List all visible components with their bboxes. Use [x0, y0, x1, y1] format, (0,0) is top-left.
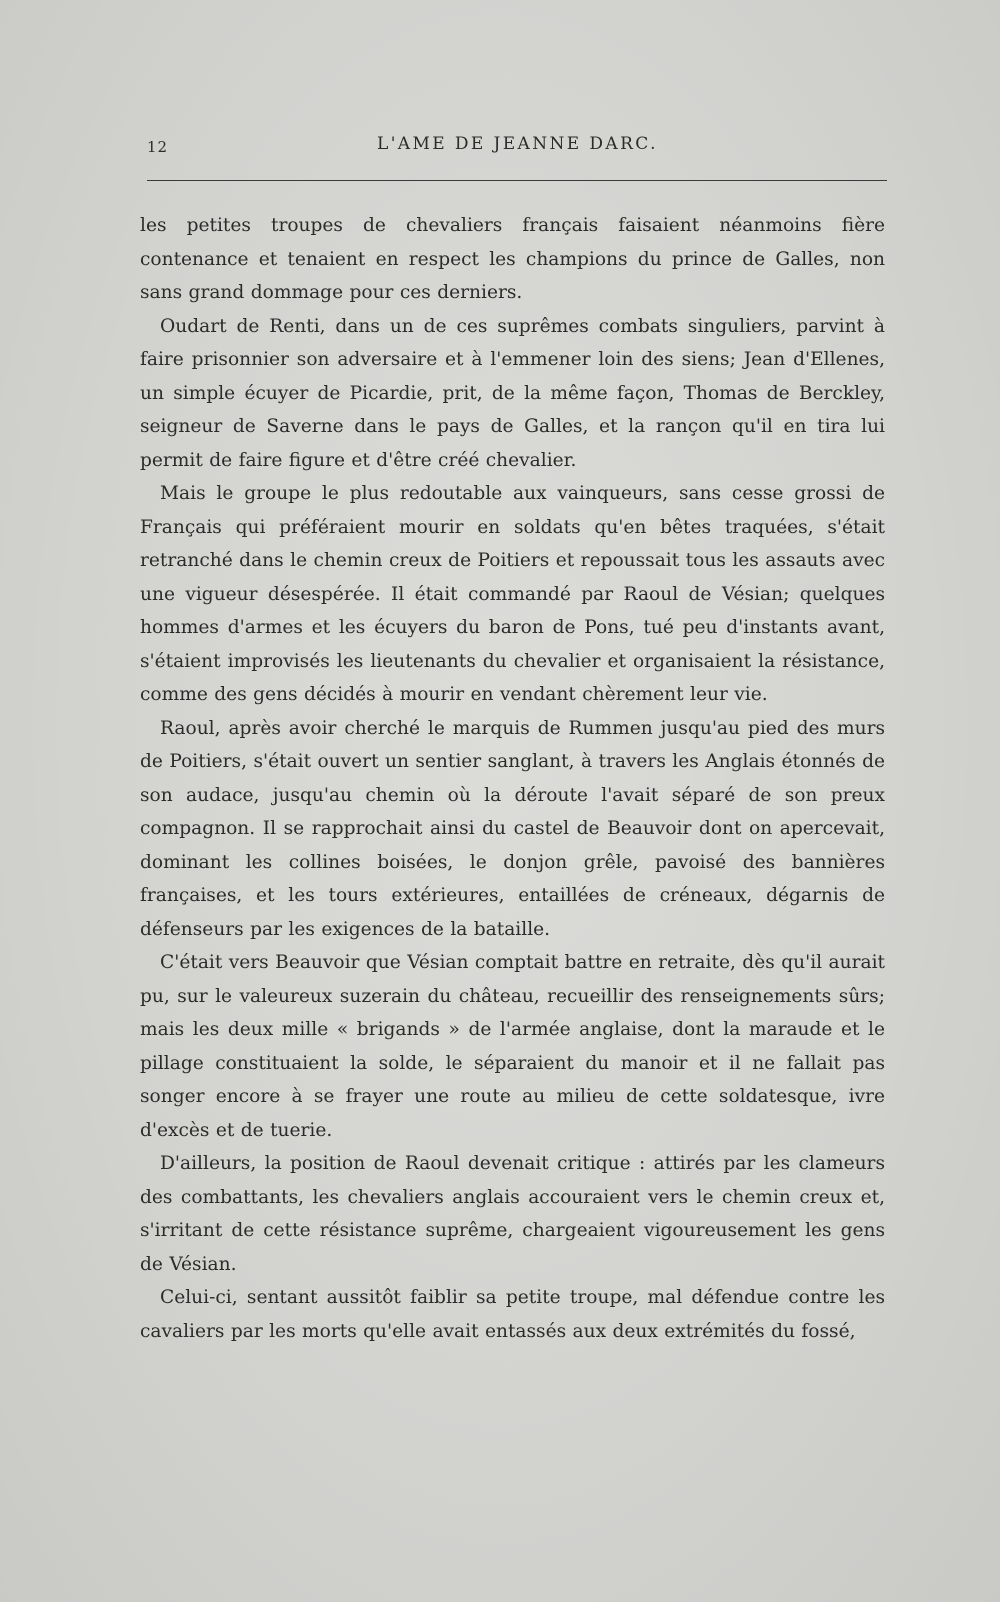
page-header	[147, 134, 887, 164]
running-title: L'AME DE JEANNE DARC.	[377, 134, 658, 154]
header-rule	[147, 180, 887, 181]
paragraph: D'ailleurs, la position de Raoul devenait critique : attirés par les clameurs des combattants, les chevaliers anglais accouraient vers le chemin creux et, s'irritant de cette résistance suprême, chargeaient vigoureusement les gens de Vésian.	[140, 1153, 885, 1275]
paragraph: Mais le groupe le plus redoutable aux vainqueurs, sans cesse grossi de Français qui préféraient mourir en soldats qu'en bêtes traquées, s'était retranché dans le chemin creux de Poitiers et repoussait tous les assauts avec une vigueur désespérée. Il était commandé par Raoul de Vésian; quelques hommes d'armes et les écuyers du baron de Pons, tué peu d'instants avant, s'étaient improvisés les lieutenants du chevalier et organisaient la résistance, comme des gens décidés à mourir en vendant chèrement leur vie.	[140, 483, 885, 705]
page-number: 12	[147, 138, 169, 156]
paragraph: les petites troupes de chevaliers français faisaient néanmoins fière contenance et tenaient en respect les champions du prince de Galles, non sans grand dommage pour ces derniers.	[140, 215, 885, 303]
paragraph: Raoul, après avoir cherché le marquis de Rummen jusqu'au pied des murs de Poitiers, s'était ouvert un sentier sanglant, à travers les Anglais étonnés de son audace, jusqu'au chemin où la déroute l'avait séparé de son preux compagnon. Il se rapprochait ainsi du castel de Beauvoir dont on apercevait, dominant les collines boisées, le donjon grêle, pavoisé des bannières françaises, et les tours extérieures, entaillées de créneaux, dégarnis de défenseurs par les exigences de la bataille.	[140, 717, 885, 940]
paragraph: Oudart de Renti, dans un de ces suprêmes combats singuliers, parvint à faire prisonnier son adversaire et à l'emmener loin des siens; Jean d'Ellenes, un simple écuyer de Picardie, prit, de la même façon, Thomas de Berckley, seigneur de Saverne dans le pays de Galles, et la rançon qu'il en tira lui permit de faire figure et d'être créé chevalier.	[140, 315, 885, 471]
paragraph: C'était vers Beauvoir que Vésian comptait battre en retraite, dès qu'il aurait pu, sur le valeureux suzerain du château, recueillir des renseignements sûrs; mais les deux mille « brigands » de l'armée anglaise, dont la maraude et le pillage constituaient la solde, le séparaient du manoir et il ne fallait pas songer encore à se frayer une route au milieu de cette soldatesque, ivre d'excès et de tuerie.	[140, 952, 885, 1141]
body-text	[140, 209, 885, 1348]
paragraph: Celui-ci, sentant aussitôt faiblir sa petite troupe, mal défendue contre les cavaliers par les morts qu'elle avait entassés aux deux extrémités du fossé,	[140, 1287, 885, 1342]
